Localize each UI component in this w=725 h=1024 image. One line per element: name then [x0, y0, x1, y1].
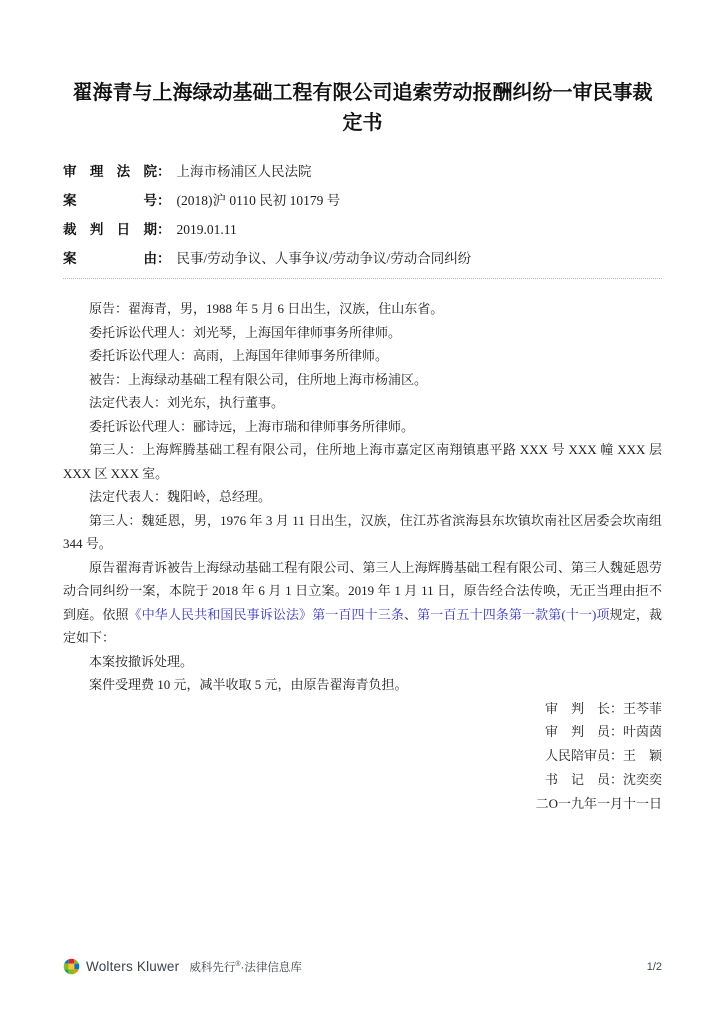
meta-value-case-number: (2018)沪 0110 民初 10179 号 [176, 193, 341, 208]
signature-clerk: 书 记 员：沈奕奕 [544, 771, 662, 787]
brand-name: Wolters Kluwer [86, 959, 180, 974]
meta-value-judgment-date: 2019.01.11 [176, 222, 237, 237]
paragraph-third-party-company: 第三人：上海辉腾基础工程有限公司，住所地上海市嘉定区南翔镇惠平路 XXX 号 XXX 幢 XXX 层 XXX 区 XXX 室。 [63, 442, 662, 481]
paragraph-court-fee: 案件受理费 10 元，减半收取 5 元，由原告翟海青负担。 [89, 677, 408, 692]
signature-block [63, 697, 662, 816]
statute-link-civil-procedure-law[interactable]: 《中华人民共和国民事诉讼法》 [128, 606, 313, 622]
paragraph-case-summary [63, 556, 662, 650]
product-name-text: 威科先行 [189, 961, 236, 974]
meta-label-case-number: 案号 [63, 193, 157, 208]
page-title: 翟海青与上海绿动基础工程有限公司追索劳动报酬纠纷一审民事裁定书 [72, 82, 653, 134]
paragraph-third-party-person: 第三人：魏延恩，男，1976 年 3 月 11 日出生，汉族，住江苏省滨海县东坎镇坎南社区居委会坎南组 344 号。 [63, 512, 662, 551]
meta-label-judgment-date: 裁判日期 [63, 222, 157, 237]
page-footer [63, 958, 662, 975]
meta-row-judgment-date [63, 220, 662, 240]
dotted-separator [63, 278, 662, 279]
paragraph-plaintiff-agent-1: 委托诉讼代理人：刘光琴，上海国年律师事务所律师。 [89, 324, 402, 340]
paragraph-defendant-representative: 法定代表人：刘光东，执行董事。 [89, 395, 285, 410]
signature-presiding-judge: 审 判 长：王芩菲 [544, 700, 662, 716]
meta-colon: ： [157, 164, 171, 179]
meta-label-cause: 案由 [63, 251, 157, 266]
registered-trademark-symbol: ® [235, 960, 241, 968]
meta-row-cause [63, 249, 662, 269]
meta-row-case-number [63, 191, 662, 211]
paragraph-defendant-agent: 委托诉讼代理人：郦诗远，上海市瑞和律师事务所律师。 [89, 418, 415, 434]
meta-colon: ： [157, 251, 171, 266]
page-number: 1/2 [646, 960, 662, 973]
product-name-suffix: ·法律信息库 [240, 961, 302, 974]
statute-link-article-154[interactable]: 第一百五十四条第一款第(十一)项 [417, 606, 610, 622]
paragraph-plaintiff-agent-2: 委托诉讼代理人：高雨，上海国年律师事务所律师。 [89, 348, 389, 363]
meta-value-court: 上海市杨浦区人民法院 [176, 164, 312, 179]
paragraph-defendant: 被告：上海绿动基础工程有限公司，住所地上海市杨浦区。 [89, 371, 428, 387]
meta-label-court: 审理法院 [63, 164, 157, 179]
case-summary-text: 原告翟海青诉被告上海绿动基础工程有限公司、第三人上海辉腾基础工程有限公司、第三人魏延恩劳动合同纠纷一案，本院于 2018 年 6 月 1 日立案。2019 年 1 月 11 日，原告经合法传唤，无正当理由拒不到庭。依照 [63, 559, 662, 622]
meta-value-cause: 民事/劳动争议、人事争议/劳动争议/劳动合同纠纷 [176, 251, 472, 266]
footer-brand-group [63, 958, 302, 975]
paragraph-ruling: 本案按撤诉处理。 [89, 653, 194, 669]
document-body [63, 297, 662, 697]
signature-judge: 审 判 员：叶茵茵 [544, 724, 662, 740]
signature-peoples-assessor: 人民陪审员：王 颖 [544, 748, 662, 764]
signature-date: 二O一九年一月十一日 [535, 795, 662, 811]
wolters-kluwer-logo-icon [63, 958, 80, 975]
meta-row-court [63, 162, 662, 182]
case-metadata [63, 162, 662, 269]
meta-colon: ： [157, 222, 171, 237]
case-summary-separator: 、 [404, 606, 418, 622]
paragraph-third-party-representative: 法定代表人：魏阳岭，总经理。 [89, 489, 272, 504]
case-summary-closing: 规定，裁定如下： [63, 606, 662, 645]
meta-colon: ： [157, 193, 171, 208]
product-name [189, 959, 302, 975]
paragraph-plaintiff: 原告：翟海青，男，1988 年 5 月 6 日出生，汉族，住山东省。 [89, 301, 444, 316]
statute-link-article-143[interactable]: 第一百四十三条 [312, 606, 404, 622]
